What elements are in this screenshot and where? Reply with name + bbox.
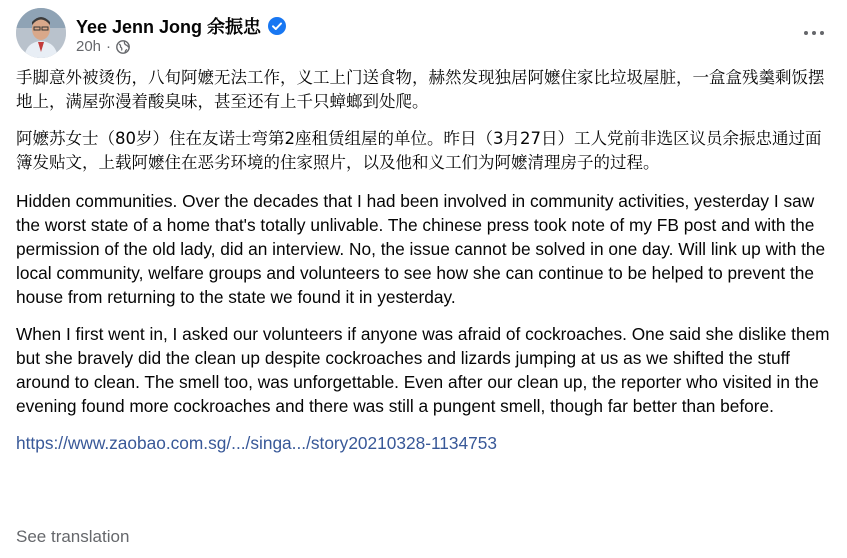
author-name[interactable]: Yee Jenn Jong 余振忠	[76, 17, 262, 37]
verified-badge-icon	[268, 17, 286, 35]
post-header	[16, 8, 831, 58]
globe-icon[interactable]	[116, 40, 130, 54]
avatar[interactable]	[16, 8, 66, 58]
post-paragraph: When I first went in, I asked our volunteers if anyone was afraid of cockroaches. One said she dislike them but she bravely did the clean up despite cockroaches and lizards jumping at us as we shifted the stuff around to clean. The smell too, was unforgettable. Even after our clean up, the reporter who visited in the evening found more cockroaches and there was still a pungent smell, though far better than before.	[16, 324, 830, 416]
meta-separator: ·	[106, 38, 112, 55]
post-paragraph: 手脚意外被烫伤，八旬阿嬷无法工作，义工上门送食物，赫然发现独居阿嬷住家比垃圾屋脏，一盒盒残羹剩饭摆地上，满屋弥漫着酸臭味，甚至还有上千只蟑螂到处爬。	[16, 68, 825, 111]
article-link[interactable]: https://www.zaobao.com.sg/.../singa.../story20210328-1134753	[16, 433, 497, 453]
post-timestamp[interactable]: 20h	[76, 38, 102, 55]
see-translation-link[interactable]: See translation	[16, 527, 130, 546]
author-row	[76, 13, 286, 39]
avatar-image	[16, 8, 66, 58]
post-meta	[76, 38, 130, 55]
more-options-icon[interactable]	[796, 20, 832, 46]
post-body	[16, 66, 831, 455]
post-paragraph: 阿嬷苏女士（80岁）住在友诺士弯第2座租赁组屋的单位。昨日（3月27日）工人党前非选区议员余振忠通过面簿发贴文，上载阿嬷住在恶劣环境的住家照片，以及他和义工们为阿嬷清理房子的过程。	[16, 129, 822, 172]
post-paragraph: Hidden communities. Over the decades that I had been involved in community activities, yesterday I saw the worst state of a home that's totally unlivable. The chinese press took note of my FB post and with the permission of the old lady, did an interview. No, the issue cannot be solved in one day. Will link up with the local community, welfare groups and volunteers to see how she can continue to be helped to prevent the house from returning to the state we found it in yesterday.	[16, 191, 826, 307]
